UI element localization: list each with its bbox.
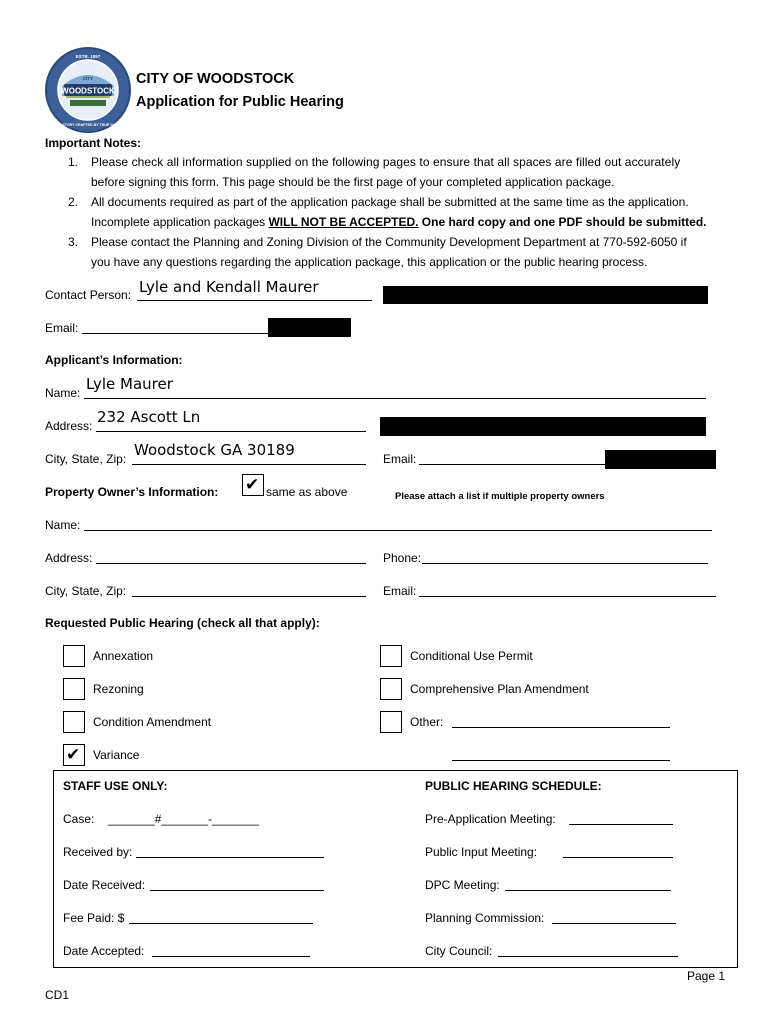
note-1-number: 1. [68, 155, 79, 169]
owner-heading: Property Owner’s Information: [45, 485, 219, 499]
owner-csz-label: City, State, Zip: [45, 584, 127, 598]
city-seal-logo [44, 46, 132, 134]
owner-name-field[interactable] [84, 530, 712, 531]
note-3-line-1: Please contact the Planning and Zoning Division of the Community Development Department at 770-592-6050 if [91, 235, 687, 249]
note-2-line-2-start: Incomplete application packages [91, 215, 269, 229]
owner-address-field[interactable] [96, 563, 366, 564]
comp-plan-amendment-label: Comprehensive Plan Amendment [410, 682, 589, 696]
contact-email-field[interactable] [82, 333, 270, 334]
redaction-bar [605, 450, 716, 469]
hearing-heading: Requested Public Hearing (check all that apply): [45, 616, 320, 630]
staff-heading: STAFF USE ONLY: [63, 779, 168, 793]
note-2-number: 2. [68, 195, 79, 209]
staff-use-box [53, 770, 738, 968]
applicant-name-field[interactable] [84, 398, 706, 399]
annexation-checkbox[interactable] [63, 645, 85, 667]
case-label: Case: [63, 812, 95, 826]
owner-phone-field[interactable] [422, 563, 708, 564]
applicant-name-value: Lyle Maurer [86, 375, 173, 393]
owner-email-label: Email: [383, 584, 417, 598]
applicant-csz-value: Woodstock GA 30189 [134, 441, 295, 459]
public-input-label: Public Input Meeting: [425, 845, 538, 859]
note-2-line-1: All documents required as part of the application package shall be submitted at the same time as the application. [91, 195, 689, 209]
received-by-field[interactable] [136, 857, 324, 858]
applicant-email-field[interactable] [419, 464, 609, 465]
note-2-warning: WILL NOT BE ACCEPTED. [268, 215, 419, 229]
owner-phone-label: Phone: [383, 551, 422, 565]
annexation-label: Annexation [93, 649, 154, 663]
note-2-submission: One hard copy and one PDF should be submitted. [418, 215, 707, 229]
owner-csz-field[interactable] [132, 596, 366, 597]
owner-address-label: Address: [45, 551, 93, 565]
fee-paid-field[interactable] [129, 923, 313, 924]
other-label: Other: [410, 715, 444, 729]
notes-heading: Important Notes: [45, 136, 141, 150]
page-title: Application for Public Hearing [136, 94, 344, 110]
contact-email-label: Email: [45, 321, 79, 335]
note-1-line-1: Please check all information supplied on the following pages to ensure that all spaces are filled out accurately [91, 155, 681, 169]
logo-bottom-arc-text: YOUR STORY CRAFTED BY TRUE NATURE [50, 123, 126, 127]
date-received-field[interactable] [150, 890, 324, 891]
schedule-heading: PUBLIC HEARING SCHEDULE: [425, 779, 602, 793]
redaction-bar [268, 318, 351, 337]
date-received-label: Date Received: [63, 878, 146, 892]
owner-name-label: Name: [45, 518, 81, 532]
pre-application-field[interactable] [569, 824, 673, 825]
dpc-meeting-label: DPC Meeting: [425, 878, 500, 892]
owner-email-field[interactable] [419, 596, 716, 597]
rezoning-label: Rezoning [93, 682, 144, 696]
applicant-name-label: Name: [45, 386, 81, 400]
planning-commission-label: Planning Commission: [425, 911, 545, 925]
applicant-address-label: Address: [45, 419, 93, 433]
contact-person-field[interactable] [137, 300, 372, 301]
logo-top-arc-text: ESTB. 1897 [75, 54, 101, 59]
public-input-field[interactable] [563, 857, 673, 858]
note-3-number: 3. [68, 235, 79, 249]
redaction-bar [380, 417, 706, 436]
same-as-above-checkmark: ✔ [245, 475, 260, 495]
applicant-address-value: 232 Ascott Ln [97, 408, 201, 426]
other-checkbox[interactable] [380, 711, 402, 733]
logo-small-text: CITY [82, 76, 94, 81]
fee-paid-label: Fee Paid: $ [63, 911, 125, 925]
applicant-heading: Applicant’s Information: [45, 353, 183, 367]
received-by-label: Received by: [63, 845, 133, 859]
condition-amendment-label: Condition Amendment [93, 715, 212, 729]
applicant-csz-field[interactable] [132, 464, 366, 465]
note-3-line-2: you have any questions regarding the application package, this application or the public hearing process. [91, 255, 648, 269]
applicant-csz-label: City, State, Zip: [45, 452, 127, 466]
condition-amendment-checkbox[interactable] [63, 711, 85, 733]
case-field[interactable]: _______#_______-_______ [108, 812, 259, 826]
comp-plan-amendment-checkbox[interactable] [380, 678, 402, 700]
form-code: CD1 [45, 988, 70, 1002]
planning-commission-field[interactable] [552, 923, 676, 924]
pre-application-label: Pre-Application Meeting: [425, 812, 556, 826]
city-title: CITY OF WOODSTOCK [136, 71, 295, 87]
other-field-line-2[interactable] [452, 760, 670, 761]
city-council-field[interactable] [498, 956, 678, 957]
variance-label: Variance [93, 748, 140, 762]
date-accepted-label: Date Accepted: [63, 944, 145, 958]
applicant-email-label: Email: [383, 452, 417, 466]
page-number: Page 1 [687, 969, 726, 983]
rezoning-checkbox[interactable] [63, 678, 85, 700]
applicant-address-field[interactable] [96, 431, 366, 432]
logo-center-text: WOODSTOCK [61, 86, 115, 96]
variance-checkmark: ✔ [66, 745, 81, 765]
conditional-use-permit-checkbox[interactable] [380, 645, 402, 667]
attach-owners-note: Please attach a list if multiple property owners [395, 491, 605, 502]
note-2-line-2 [91, 215, 706, 229]
note-1-line-2: before signing this form. This page should be the first page of your completed application package. [91, 175, 615, 189]
same-as-above-label: same as above [266, 485, 348, 499]
contact-person-label: Contact Person: [45, 288, 132, 302]
date-accepted-field[interactable] [152, 956, 310, 957]
redaction-bar [383, 286, 708, 304]
other-field[interactable] [452, 727, 670, 728]
dpc-meeting-field[interactable] [505, 890, 671, 891]
conditional-use-permit-label: Conditional Use Permit [410, 649, 533, 663]
city-council-label: City Council: [425, 944, 493, 958]
contact-person-value: Lyle and Kendall Maurer [139, 278, 319, 296]
